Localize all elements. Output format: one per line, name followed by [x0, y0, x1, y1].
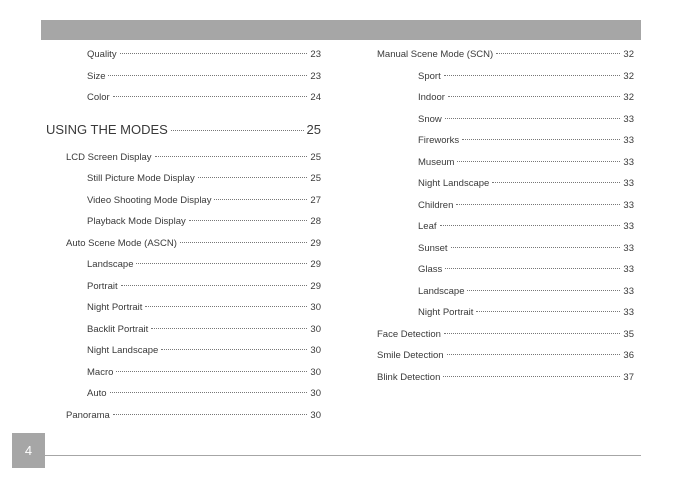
dot-leader: [120, 53, 308, 54]
toc-entry[interactable]: [46, 211, 321, 233]
toc-entry-page: 27: [310, 194, 321, 206]
toc-entry-page: 25: [306, 121, 321, 137]
dot-leader: [113, 414, 308, 415]
toc-entry-page: 23: [310, 70, 321, 82]
toc-entry-page: 33: [623, 221, 634, 232]
toc-entry-page: 33: [623, 156, 634, 168]
toc-entry-label: Landscape: [418, 285, 465, 297]
dot-leader: [492, 182, 620, 183]
dot-leader: [445, 118, 621, 119]
toc-entry-page: 32: [623, 49, 634, 60]
toc-right-column: [377, 44, 634, 388]
toc-entry-label: Sport: [418, 70, 441, 82]
toc-entry-page: 30: [310, 388, 321, 399]
dot-leader: [457, 161, 620, 162]
toc-entry[interactable]: [377, 216, 634, 238]
dot-leader: [121, 285, 308, 286]
toc-entry-label: Night Landscape: [87, 345, 159, 356]
toc-entry-label: Fireworks: [418, 135, 460, 146]
dot-leader: [476, 311, 620, 312]
toc-entry-label: LCD Screen Display: [66, 151, 152, 163]
toc-entry-page: 30: [310, 302, 321, 313]
toc-entry-page: 30: [310, 409, 321, 421]
toc-entry-page: 25: [310, 151, 321, 163]
toc-entry-label: Sunset: [418, 242, 448, 254]
toc-entry-label: Museum: [418, 156, 455, 168]
toc-entry-label: Indoor: [418, 92, 445, 103]
toc-entry[interactable]: [377, 195, 634, 217]
toc-entry[interactable]: [46, 87, 321, 109]
toc-entry[interactable]: [46, 66, 321, 88]
toc-entry-page: 29: [310, 259, 321, 270]
toc-entry[interactable]: [46, 168, 321, 190]
toc-entry-page: 35: [623, 328, 634, 340]
toc-entry[interactable]: [46, 340, 321, 362]
dot-leader: [198, 177, 308, 178]
dot-leader: [444, 333, 621, 334]
dot-leader: [180, 242, 308, 243]
dot-leader: [108, 75, 307, 76]
toc-entry-page: 24: [310, 92, 321, 103]
toc-entry-label: Landscape: [87, 259, 134, 270]
toc-entry[interactable]: [46, 44, 321, 66]
toc-entry[interactable]: [46, 319, 321, 341]
dot-leader: [462, 139, 620, 140]
toc-entry-label: Snow: [418, 113, 442, 125]
toc-entry-label: Blink Detection: [377, 371, 441, 383]
dot-leader: [214, 199, 307, 200]
dot-leader: [113, 96, 308, 97]
toc-entry[interactable]: [46, 254, 321, 276]
dot-leader: [110, 392, 308, 393]
dot-leader: [448, 96, 620, 97]
toc-entry[interactable]: [46, 276, 321, 298]
toc-entry-label: Manual Scene Mode (SCN): [377, 49, 494, 60]
toc-entry[interactable]: [377, 281, 634, 303]
dot-leader: [189, 220, 308, 221]
toc-entry-page: 33: [623, 264, 634, 275]
toc-entry-label: Face Detection: [377, 328, 441, 340]
toc-entry-page: 28: [310, 216, 321, 227]
toc-entry[interactable]: [377, 66, 634, 88]
toc-entry-page: 33: [623, 113, 634, 125]
dot-leader: [116, 371, 307, 372]
dot-leader: [443, 376, 620, 377]
toc-entry[interactable]: [46, 383, 321, 405]
dot-leader: [440, 225, 621, 226]
dot-leader: [451, 247, 621, 248]
toc-entry-label: USING THE MODES: [46, 121, 168, 137]
toc-entry[interactable]: [377, 87, 634, 109]
dot-leader: [145, 306, 307, 307]
dot-leader: [467, 290, 620, 291]
toc-entry-label: Playback Mode Display: [87, 216, 186, 227]
toc-entry-label: Portrait: [87, 280, 118, 292]
toc-entry-page: 37: [623, 371, 634, 383]
toc-entry[interactable]: [46, 297, 321, 319]
toc-entry-label: Quality: [87, 49, 117, 60]
toc-entry-label: Macro: [87, 366, 114, 378]
toc-entry-page: 30: [310, 323, 321, 335]
toc-entry[interactable]: [377, 44, 634, 66]
dot-leader: [151, 328, 307, 329]
toc-entry-page: 32: [623, 70, 634, 82]
toc-entry-page: 36: [623, 350, 634, 361]
dot-leader: [155, 156, 308, 157]
toc-entry-page: 33: [623, 199, 634, 211]
toc-entry-label: Color: [87, 92, 110, 103]
dot-leader: [171, 130, 304, 131]
toc-entry-label: Leaf: [418, 221, 437, 232]
toc-entry-label: Still Picture Mode Display: [87, 173, 195, 184]
dot-leader: [447, 354, 621, 355]
toc-entry[interactable]: [377, 173, 634, 195]
toc-entry[interactable]: [377, 238, 634, 260]
toc-entry-page: 29: [310, 237, 321, 249]
toc-entry[interactable]: [46, 115, 321, 144]
toc-left-column: [46, 44, 321, 426]
toc-entry-label: Smile Detection: [377, 350, 444, 361]
toc-entry-page: 23: [310, 49, 321, 60]
toc-entry[interactable]: [377, 324, 634, 346]
dot-leader: [456, 204, 620, 205]
page-number: 4: [12, 433, 45, 468]
toc-entry-label: Auto: [87, 388, 107, 399]
toc-entry-page: 33: [623, 135, 634, 146]
toc-entry-label: Night Portrait: [87, 302, 143, 313]
toc-entry[interactable]: [377, 109, 634, 131]
toc-entry[interactable]: [377, 130, 634, 152]
toc-entry-page: 30: [310, 366, 321, 378]
toc-entry-page: 33: [623, 242, 634, 254]
toc-entry-page: 30: [310, 345, 321, 356]
dot-leader: [136, 263, 307, 264]
toc-entry-label: Night Portrait: [418, 307, 474, 318]
toc-entry[interactable]: [46, 362, 321, 384]
toc-entry-label: Children: [418, 199, 454, 211]
toc-entry[interactable]: [46, 147, 321, 169]
toc-entry-label: Size: [87, 70, 106, 82]
footer-rule: [41, 455, 641, 456]
toc-entry[interactable]: [46, 190, 321, 212]
toc-entry-label: Glass: [418, 264, 443, 275]
toc-entry-label: Auto Scene Mode (ASCN): [66, 237, 177, 249]
toc-entry-label: Backlit Portrait: [87, 323, 149, 335]
dot-leader: [445, 268, 620, 269]
toc-entry[interactable]: [46, 405, 321, 427]
toc-entry[interactable]: [377, 302, 634, 324]
toc-entry-label: Video Shooting Mode Display: [87, 194, 212, 206]
toc-entry-page: 25: [310, 173, 321, 184]
toc-entry-page: 29: [310, 280, 321, 292]
toc-entry[interactable]: [377, 152, 634, 174]
toc-entry-page: 33: [623, 307, 634, 318]
toc-entry[interactable]: [377, 345, 634, 367]
toc-entry-page: 32: [623, 92, 634, 103]
toc-entry-label: Panorama: [66, 409, 110, 421]
toc-entry-label: Night Landscape: [418, 178, 490, 189]
toc-entry-page: 33: [623, 285, 634, 297]
dot-leader: [496, 53, 620, 54]
header-bar: [41, 20, 641, 40]
dot-leader: [161, 349, 307, 350]
toc-entry[interactable]: [377, 367, 634, 389]
toc-entry[interactable]: [46, 233, 321, 255]
toc-entry-page: 33: [623, 178, 634, 189]
toc-entry[interactable]: [377, 259, 634, 281]
dot-leader: [444, 75, 621, 76]
